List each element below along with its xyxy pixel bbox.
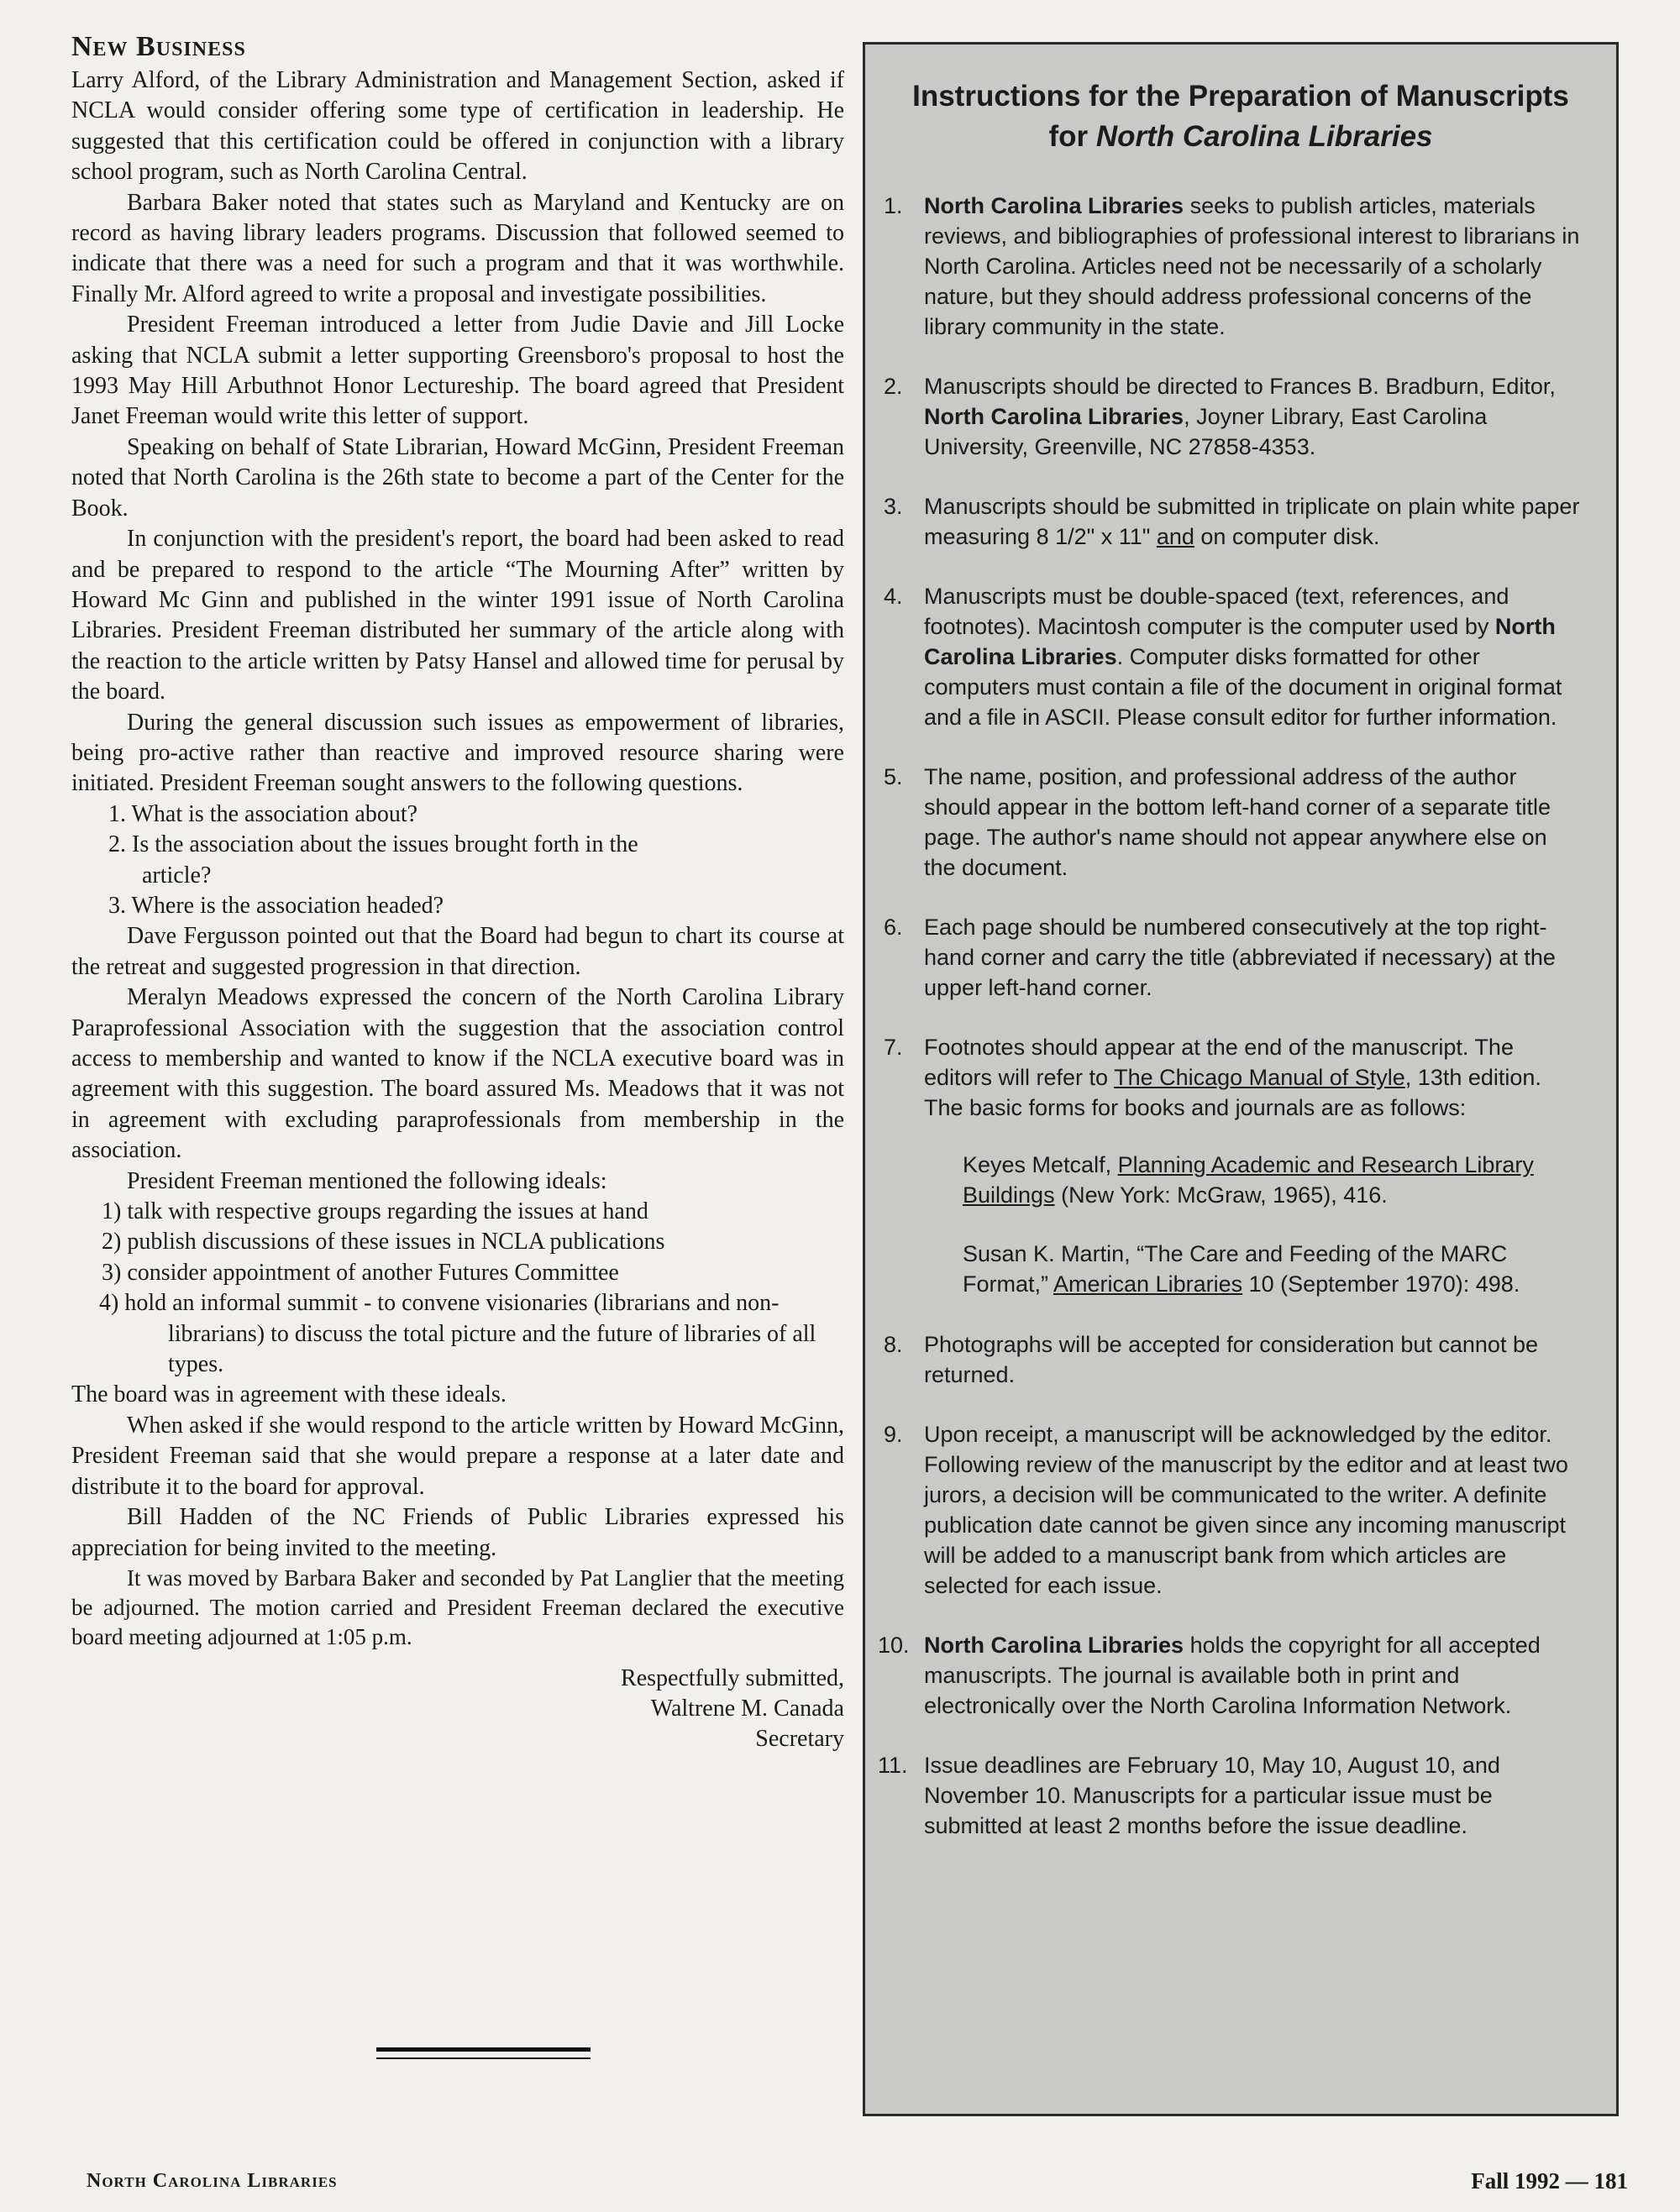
paragraph: Meralyn Meadows expressed the concern of the North Carolina Library Paraprofessional Association with the suggestion that the association control access to membership and wanted to know if the NCLA executive board was in agreement with this suggestion. The board assured Ms. Meadows that it was not in agreement with excluding paraprofessionals from membership in the association. (71, 984, 844, 1164)
paragraph: Dave Fergusson pointed out that the Board had begun to chart its course at the retreat and suggested progression in that direction. (71, 923, 844, 980)
paragraph: The board was in agreement with these ideals. (71, 1381, 507, 1408)
box-title-line (882, 117, 1599, 157)
instruction-item (884, 762, 1583, 883)
item-number: 2. (884, 374, 903, 399)
item-text: Issue deadlines are February 10, May 10, August 10, and November 10. Manuscripts for a particular issue must be submitted at least 2 months before the issue deadline. (924, 1753, 1500, 1838)
instruction-item (878, 1750, 1583, 1841)
underlined-text: The Chicago Manual of Style (1114, 1065, 1405, 1090)
item-text: , Joyner Library, East Carolina University, Greenville, NC 27858-4353. (924, 404, 1488, 459)
questions-list (71, 799, 844, 922)
instruction-item (884, 371, 1583, 462)
item-text: The name, position, and professional address of the author should appear in the bottom left-hand corner of a separate title page. The author's name should not appear anywhere else on the document. (924, 764, 1551, 880)
journal-name: North Carolina Libraries (924, 193, 1184, 218)
list-item: 2. Is the association about the issues brought forth in the (108, 831, 638, 858)
underlined-text: American Libraries (1053, 1271, 1243, 1297)
journal-name: North Carolina Libraries (924, 404, 1184, 429)
instruction-item (884, 491, 1583, 552)
list-item: 2) publish discussions of these issues in NCLA publications (102, 1229, 665, 1255)
item-number: 9. (884, 1422, 903, 1447)
instruction-item (884, 912, 1583, 1003)
ref-text: Susan K. Martin, “The Care and Feeding of the MARC Format,” (963, 1241, 1508, 1297)
paragraph: Speaking on behalf of State Librarian, Howard McGinn, President Freeman noted that North Carolina is the 26th state to become a part of the Center for the Book. (71, 433, 844, 522)
item-text: on computer disk. (1194, 524, 1380, 549)
ideals-list (71, 1197, 844, 1380)
list-item: 1. What is the association about? (108, 800, 418, 827)
reference-example (963, 1150, 1583, 1210)
reference-example (963, 1239, 1583, 1299)
ref-text: 10 (September 1970): 498. (1242, 1271, 1520, 1297)
item-number: 8. (884, 1332, 903, 1357)
item-number: 3. (884, 494, 903, 519)
item-number: 11. (878, 1753, 908, 1778)
signature-title: Secretary (755, 1725, 844, 1752)
item-text: holds the copyright for all accepted manuscripts. The journal is available both in print and electronically over the North Carolina Information Network. (924, 1633, 1541, 1718)
box-title (882, 76, 1599, 157)
underlined-text: Planning Academic and Research Library Buildings (963, 1152, 1534, 1208)
journal-name: North Carolina Libraries (924, 1633, 1184, 1658)
item-text: . Computer disks formatted for other computers must contain a file of the document in original format and a file in ASCII. Please consult editor for further information. (924, 644, 1562, 730)
list-item: 3. Where is the association headed? (108, 892, 444, 919)
box-title-line: Instructions for the Preparation of Manuscripts (912, 80, 1569, 113)
paragraph: President Freeman introduced a letter from Judie Davie and Jill Locke asking that NCLA submit a letter supporting Greensboro's proposal to host the 1993 May Hill Arbuthnot Honor Lectureship. The board agreed that President Janet Freeman would write this letter of support. (71, 312, 844, 430)
list-item: 4) hold an informal summit - to convene visionaries (librarians and non-librarians) to discuss the total picture and the future of libraries of all types. (99, 1290, 816, 1378)
signature-block (71, 1664, 844, 1754)
item-number: 5. (884, 764, 903, 789)
item-number: 1. (884, 193, 903, 218)
item-text: seeks to publish articles, materials reviews, and bibliographies of professional interest to librarians in North Carolina. Articles need not be necessarily of a scholarly nature, but they should address professional concerns of the library community in the state. (924, 193, 1580, 339)
item-text: Manuscripts should be directed to Frances B. Bradburn, Editor, (924, 374, 1556, 399)
instruction-item (884, 191, 1583, 342)
item-number: 7. (884, 1035, 903, 1060)
minutes-column (71, 30, 844, 1754)
journal-name: North Carolina Libraries (924, 614, 1556, 669)
item-number: 10. (878, 1633, 910, 1658)
footer-page-number: Fall 1992 — 181 (1471, 2168, 1628, 2194)
paragraph: In conjunction with the president's report, the board had been asked to read and be prepared to respond to the article “The Mourning After” written by Howard Mc Ginn and published in the winter 1991 issue of North Carolina Libraries. President Freeman distributed her summary of the article along with the reaction to the article written by Patsy Hansel and allowed time for perusal by the board. (71, 526, 844, 705)
divider-rule (376, 2047, 591, 2052)
paragraph: When asked if she would respond to the article written by Howard McGinn, President Freeman said that she would prepare a response at a later date and distribute it to the board for approval. (71, 1412, 844, 1500)
paragraph: Bill Hadden of the NC Friends of Public Libraries expressed his appreciation for being invited to the meeting. (71, 1504, 844, 1561)
underlined-text: and (1156, 524, 1194, 549)
title-journal: North Carolina Libraries (1095, 120, 1433, 153)
signature-name: Waltrene M. Canada (650, 1695, 844, 1722)
instructions-box (863, 42, 1619, 2116)
item-number: 6. (884, 915, 903, 940)
instruction-item (884, 1329, 1583, 1390)
list-item: 3) consider appointment of another Futures Committee (102, 1259, 619, 1286)
instruction-item (884, 1032, 1583, 1123)
instruction-item (884, 1419, 1583, 1601)
item-text: Manuscripts should be submitted in triplicate on plain white paper measuring 8 1/2" x 11" (924, 494, 1580, 549)
paragraph: During the general discussion such issues as empowerment of libraries, being pro-active rather than reactive and improved resource sharing were initiated. President Freeman sought answers to the following questions. (71, 709, 844, 797)
item-text: , 13th edition. The basic forms for books and journals are as follows: (924, 1065, 1541, 1120)
section-heading: New Business (71, 31, 246, 62)
title-prefix: for (1048, 120, 1096, 153)
paragraph: Larry Alford, of the Library Administration and Management Section, asked if NCLA would consider offering some type of certification in leadership. He suggested that this certification could be offered in conjunction with a library school program, such as North Carolina Central. (71, 67, 844, 186)
item-text: Each page should be numbered consecutively at the top right-hand corner and carry the title (abbreviated if necessary) at the upper left-hand corner. (924, 915, 1556, 1000)
paragraph: Barbara Baker noted that states such as Maryland and Kentucky are on record as having library leaders programs. Discussion that followed seemed to indicate that there was a need for such a program and that it was worthwhile. Finally Mr. Alford agreed to write a proposal and investigate possibilities. (71, 189, 844, 307)
paragraph: It was moved by Barbara Baker and seconded by Pat Langlier that the meeting be adjourned. The motion carried and President Freeman declared the executive board meeting adjourned at 1:05 p.m. (71, 1565, 844, 1649)
ref-text: Keyes Metcalf, (963, 1152, 1118, 1177)
paragraph: President Freeman mentioned the following ideals: (127, 1167, 607, 1194)
item-text: Upon receipt, a manuscript will be acknowledged by the editor. Following review of the manuscript by the editor and at least two jurors, a decision will be communicated to the writer. A definite publication date cannot be given since any incoming manuscript will be added to a manuscript bank from which articles are selected for each issue. (924, 1422, 1568, 1598)
item-text: Footnotes should appear at the end of the manuscript. The editors will refer to (924, 1035, 1514, 1090)
item-number: 4. (884, 584, 903, 609)
instruction-item (878, 1630, 1583, 1721)
divider-rule (376, 2057, 591, 2059)
list-item: article? (142, 862, 212, 888)
ref-text: (New York: McGraw, 1965), 416. (1054, 1182, 1388, 1208)
instruction-item (884, 581, 1583, 732)
item-text: Photographs will be accepted for consideration but cannot be returned. (924, 1332, 1538, 1387)
list-item: 1) talk with respective groups regarding the issues at hand (102, 1198, 648, 1225)
item-text: Manuscripts must be double-spaced (text, references, and footnotes). Macintosh computer is the computer used by (924, 584, 1509, 639)
footer-journal-name: North Carolina Libraries (87, 2170, 338, 2192)
signature-line: Respectfully submitted, (621, 1664, 844, 1691)
